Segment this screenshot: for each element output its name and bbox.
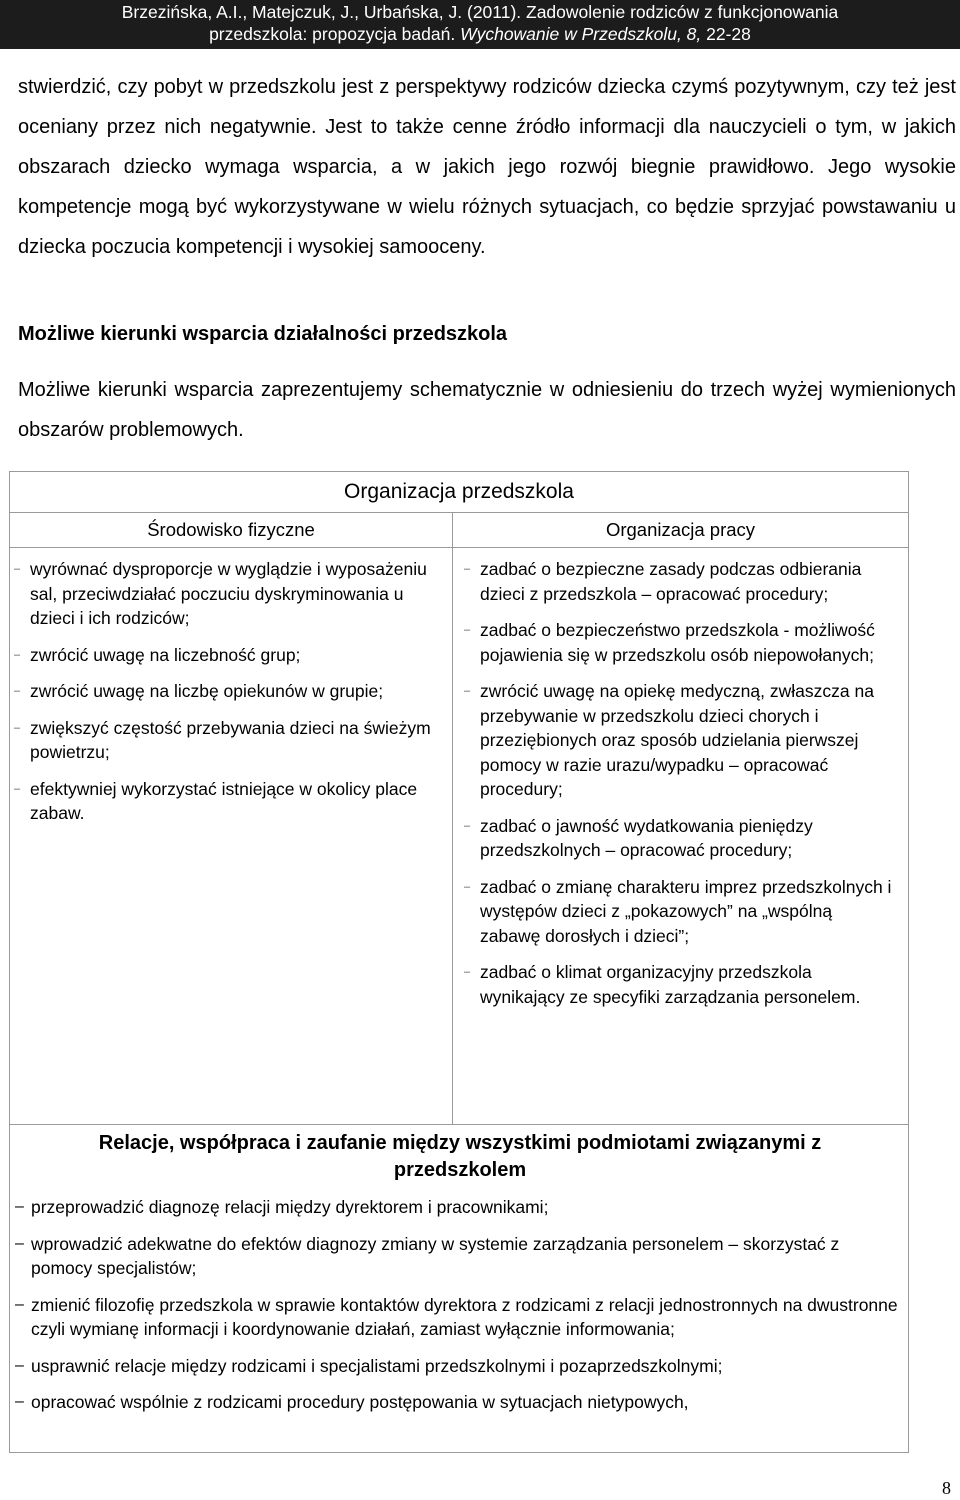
list-item: – wprowadzić adekwatne do efektów diagnozy zmiany w systemie zarządzania personelem – skorzystać z pomocy specjalistów; xyxy=(15,1233,840,1278)
list-item: – zadbać o jawność wydatkowania pieniędzy przedszkolnych – opracować procedury; xyxy=(464,815,813,860)
citation-header xyxy=(0,0,960,49)
dash-bullet: – xyxy=(14,782,21,795)
dash-bullet: – xyxy=(15,1295,24,1313)
citation-journal: Wychowanie w Przedszkolu, 8, xyxy=(460,24,702,44)
physical-environment-list xyxy=(14,557,440,838)
dash-bullet: – xyxy=(464,624,471,636)
citation-line-2 xyxy=(0,23,960,45)
list-item: – zwrócić uwagę na liczbę opiekunów w grupie; xyxy=(30,679,440,704)
dash-bullet: – xyxy=(15,1356,24,1374)
dash-bullet: – xyxy=(464,563,471,575)
list-item: – wyrównać dysproporcje w wyglądzie i wyposażeniu sal, przeciwdziałać poczuciu dyskryminowania u dzieci i ich rodziców; xyxy=(14,559,427,628)
paragraph-intro: stwierdzić, czy pobyt w przedszkolu jest z perspektywy rodziców dziecka czymś pozytywnym, czy też jest oceniany przez nich negatywnie. Jest to także cenne źródło informacji dla nauczycieli o tym, w jakich obszarach dziecko wymaga wsparcia, a w jakich jego rozwój biegnie prawidłowo. Jego wysokie kompetencje mogą być wykorzystywane w wielu różnych sytuacjach, co będzie sprzyjać powstawaniu u dziecka poczucia kompetencji i wysokiej samooceny. xyxy=(18,76,956,258)
support-directions-table xyxy=(9,471,909,1453)
row-divider xyxy=(10,1124,908,1125)
work-organization-list xyxy=(464,557,895,1021)
dash-bullet: – xyxy=(14,648,21,661)
list-item: – zmienić filozofię przedszkola w sprawie kontaktów dyrektora z rodzicami z relacji jednostronnych na dwustronne czyli wymianę informacji i koordynowanie działań, zamiast wyłącznie informowania; xyxy=(15,1294,898,1339)
list-item: – przeprowadzić diagnozę relacji między dyrektorem i pracownikami; xyxy=(31,1195,901,1220)
dash-bullet: – xyxy=(14,685,21,697)
column-header-work-organization: Organizacja pracy xyxy=(453,512,908,548)
citation-line-1: Brzezińska, A.I., Matejczuk, J., Urbańska, J. (2011). Zadowolenie rodziców z funkcjonowania xyxy=(121,2,839,22)
list-item: – zadbać o bezpieczne zasady podczas odbierania dzieci z przedszkola – opracować procedury; xyxy=(464,559,862,604)
dash-bullet: – xyxy=(464,685,471,697)
dash-bullet: – xyxy=(464,880,471,893)
dash-bullet: – xyxy=(464,819,471,832)
paragraph-support-directions: Możliwe kierunki wsparcia zaprezentujemy schematycznie w odniesieniu do trzech wyżej wymienionych obszarów problemowych. xyxy=(18,379,956,441)
dash-bullet: – xyxy=(15,1393,24,1410)
dash-bullet: – xyxy=(14,721,21,734)
list-item: – zwiększyć częstość przebywania dzieci na świeżym powietrzu; xyxy=(14,717,431,762)
relations-heading: Relacje, współpraca i zaufanie między wszystkimi podmiotami związanymi z przedszkolem xyxy=(98,1132,822,1181)
table-title: Organizacja przedszkola xyxy=(10,472,908,513)
column-divider xyxy=(452,512,453,1124)
list-item: – zadbać o zmianę charakteru imprez przedszkolnych i występów dzieci z „pokazowych” na „wspólną zabawę dorosłych i dzieci”; xyxy=(464,876,892,946)
section-heading: Możliwe kierunki wsparcia działalności przedszkola xyxy=(18,323,508,345)
list-item: – usprawnić relacje między rodzicami i specjalistami przedszkolnymi i pozaprzedszkolnymi; xyxy=(31,1354,901,1379)
column-header-physical-environment: Środowisko fizyczne xyxy=(10,512,452,548)
citation-title: przedszkola: propozycja badań. xyxy=(209,24,461,44)
dash-bullet: – xyxy=(14,563,21,575)
dash-bullet: – xyxy=(464,966,471,978)
citation-pages: 22-28 xyxy=(701,24,751,44)
list-item: – zwrócić uwagę na opiekę medyczną, zwłaszcza na przebywanie w przedszkolu dzieci chorych i przeziębionych oraz sposób udzielania pierwszej pomocy w razie urazu/wypadku – opracować procedury; xyxy=(464,681,874,799)
list-item: – efektywniej wykorzystać istniejące w okolicy place zabaw. xyxy=(14,778,418,823)
relations-list xyxy=(15,1195,901,1427)
dash-bullet: – xyxy=(15,1198,24,1215)
list-item: – zwrócić uwagę na liczebność grup; xyxy=(30,643,440,668)
page-number: 8 xyxy=(942,1478,951,1498)
list-item: – zadbać o klimat organizacyjny przedszkola wynikający ze specyfiki zarządzania personelem. xyxy=(464,962,861,1007)
dash-bullet: – xyxy=(15,1234,24,1252)
list-item: – zadbać o bezpieczeństwo przedszkola - możliwość pojawienia się w przedszkolu osób niepowołanych; xyxy=(464,620,875,665)
list-item: – opracować wspólnie z rodzicami procedury postępowania w sytuacjach nietypowych, xyxy=(31,1390,901,1415)
